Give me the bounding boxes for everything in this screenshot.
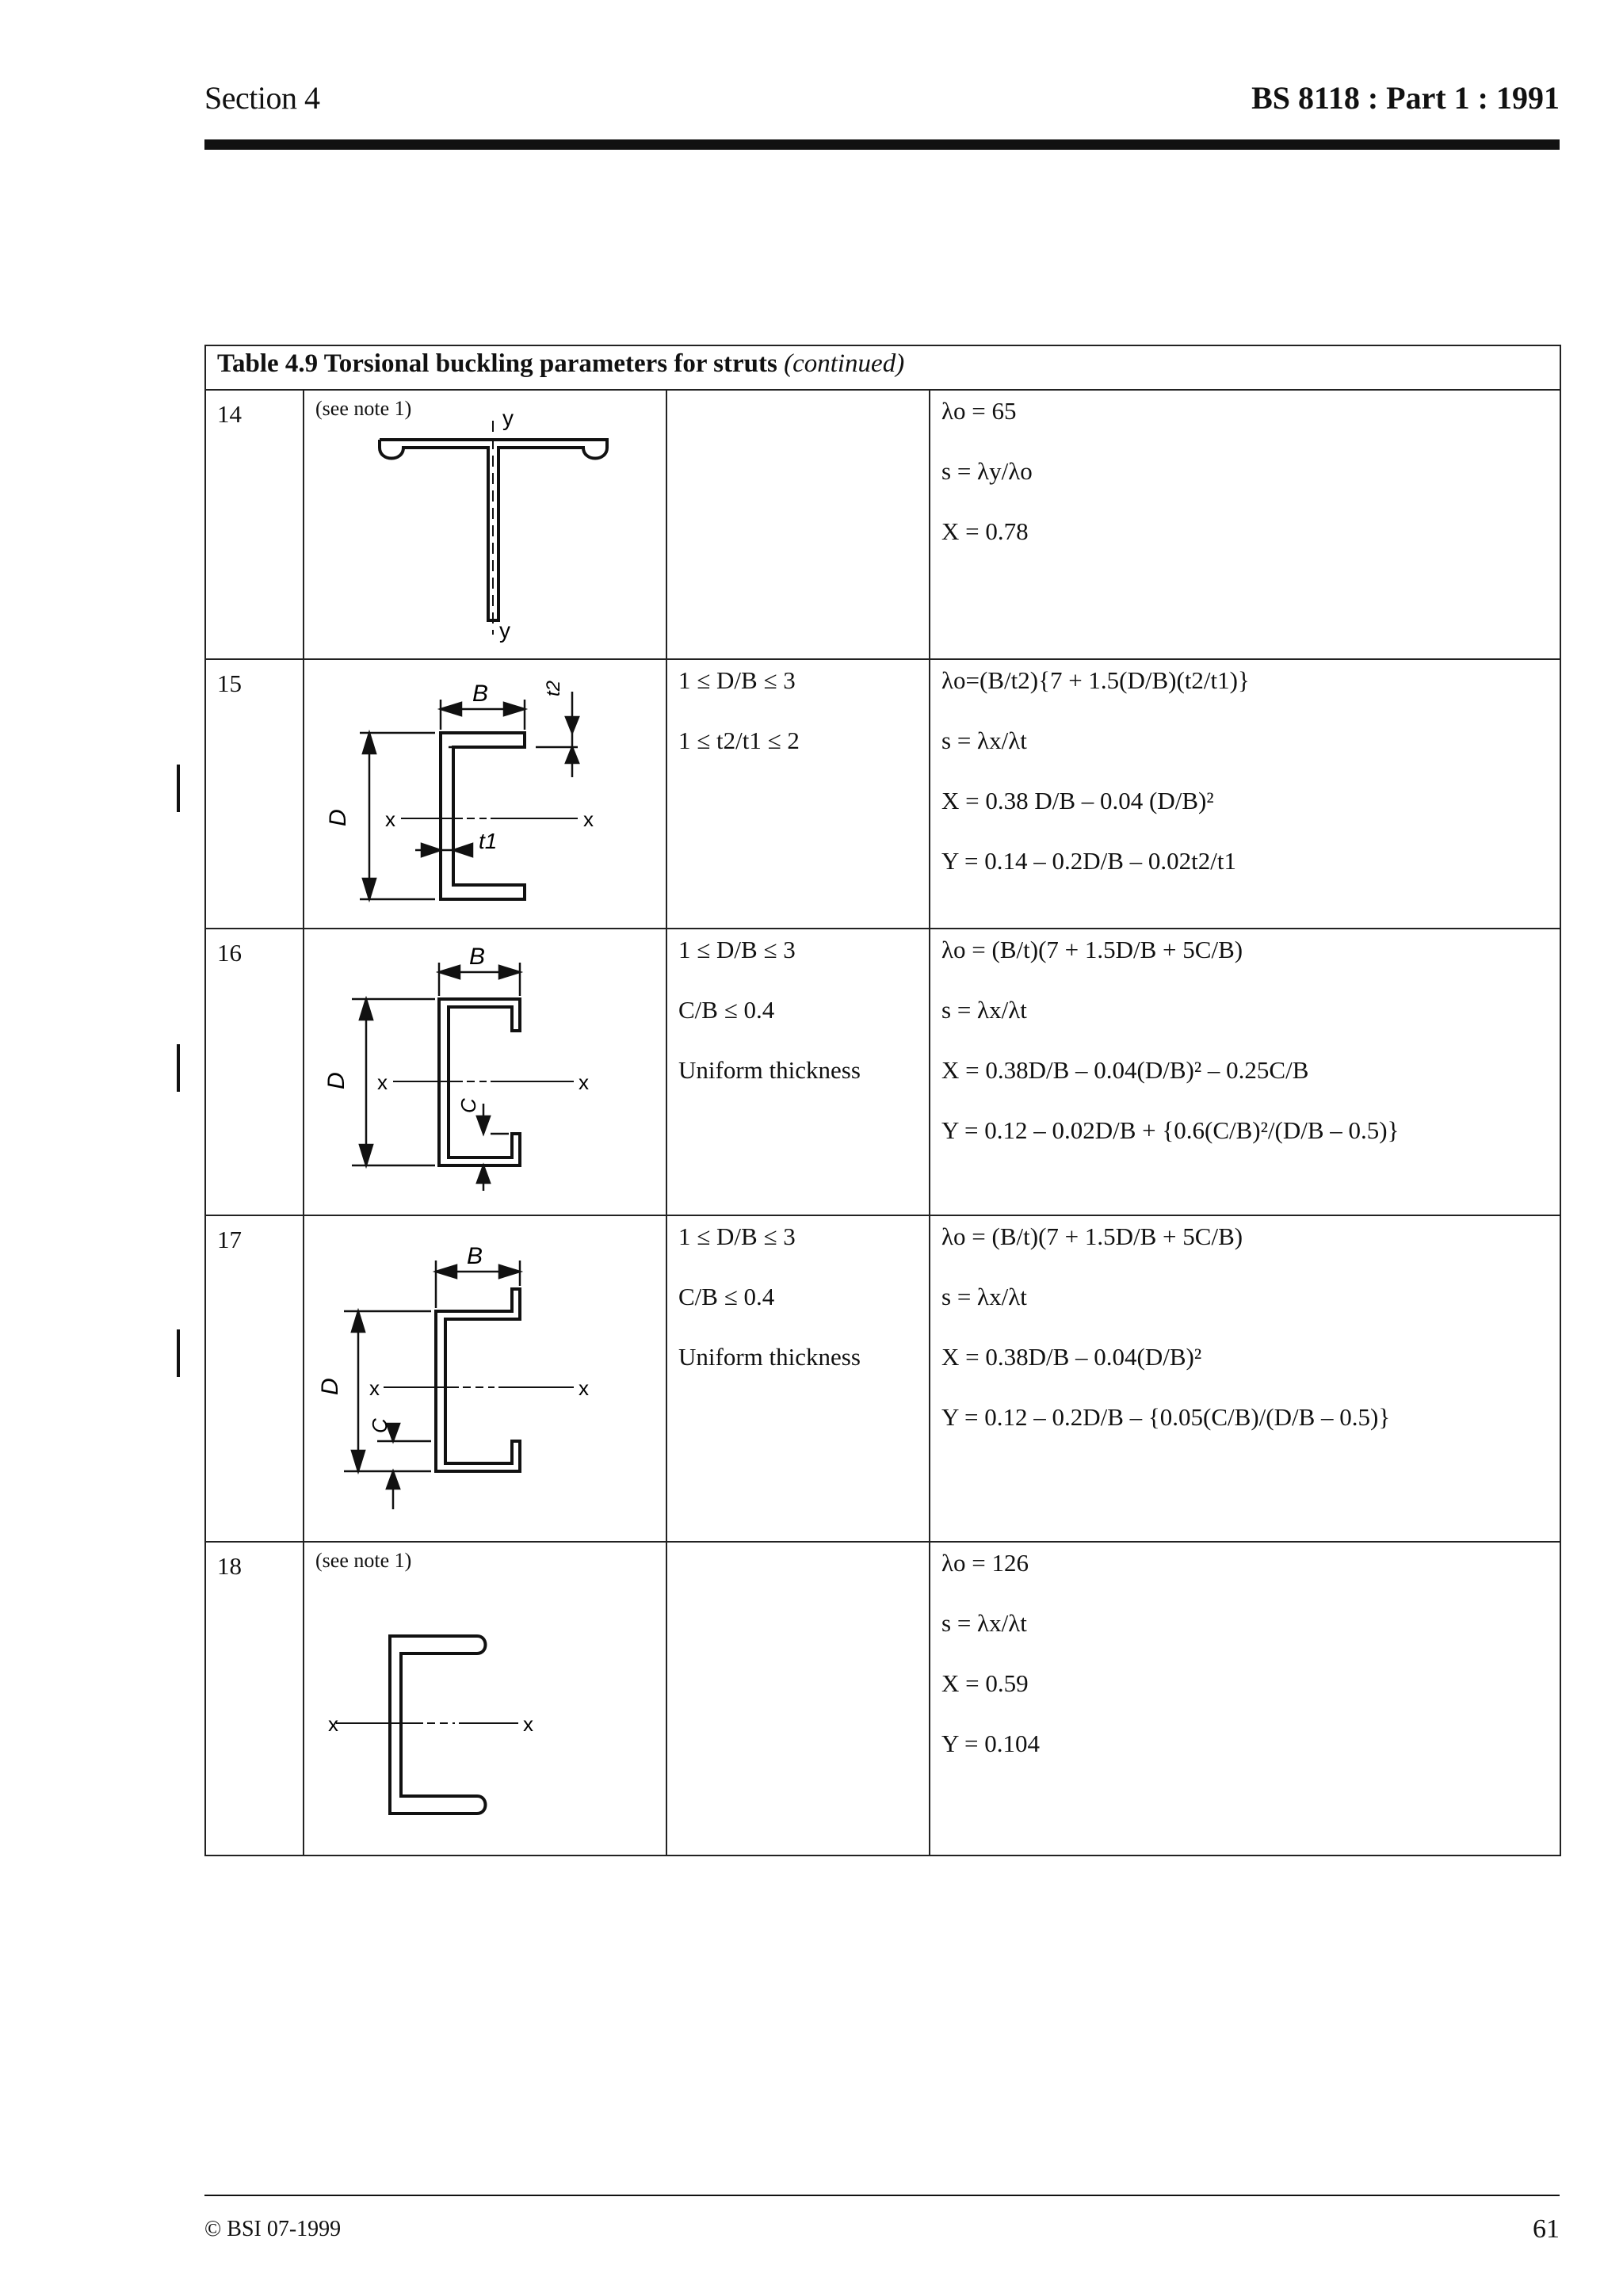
condition-line: 1 ≤ t2/t1 ≤ 2 xyxy=(678,727,800,754)
param-line: X = 0.38D/B – 0.04(D/B)² xyxy=(941,1343,1202,1371)
footer-rule xyxy=(204,2195,1560,2196)
conditions-cell xyxy=(666,1542,930,1855)
t2-label: t2 xyxy=(543,680,564,696)
section-figure-channel-unequal xyxy=(304,659,666,929)
param-line: X = 0.78 xyxy=(941,517,1029,545)
conditions-cell xyxy=(666,1215,930,1542)
table-row xyxy=(205,1542,1560,1855)
parameters-cell xyxy=(930,1215,1560,1542)
y-axis-label: y xyxy=(502,406,514,430)
condition-line: C/B ≤ 0.4 xyxy=(678,996,775,1024)
param-line: Y = 0.12 – 0.02D/B + {0.6(C/B)²/(D/B – 0.5)} xyxy=(941,1116,1400,1144)
section-label: Section 4 xyxy=(204,80,320,116)
row-number: 17 xyxy=(205,1215,304,1542)
table-title-text: Table 4.9 Torsional buckling parameters for struts xyxy=(217,349,777,378)
row-number: 14 xyxy=(205,390,304,659)
table-title xyxy=(205,345,1560,390)
revision-bar xyxy=(177,765,180,812)
page-number: 61 xyxy=(1533,2214,1560,2244)
figure-note: (see note 1) xyxy=(315,397,412,420)
param-line: X = 0.38D/B – 0.04(D/B)² – 0.25C/B xyxy=(941,1056,1309,1084)
tee-section-drawing xyxy=(304,391,667,660)
condition-line: 1 ≤ D/B ≤ 3 xyxy=(678,1222,796,1250)
parameters-cell xyxy=(930,1542,1560,1855)
table-row xyxy=(205,390,1560,659)
param-line: λo = (B/t)(7 + 1.5D/B + 5C/B) xyxy=(941,1222,1243,1250)
condition-line: 1 ≤ D/B ≤ 3 xyxy=(678,936,796,963)
copyright: © BSI 07-1999 xyxy=(204,2217,342,2241)
param-line: λo = 126 xyxy=(941,1549,1029,1577)
table-row xyxy=(205,929,1560,1215)
row-number: 16 xyxy=(205,929,304,1215)
x-axis-label: x xyxy=(583,807,594,831)
param-line: Y = 0.14 – 0.2D/B – 0.02t2/t1 xyxy=(941,847,1236,875)
param-line: λo = (B/t)(7 + 1.5D/B + 5C/B) xyxy=(941,936,1243,963)
lipped-channel-drawing xyxy=(304,929,667,1216)
width-label: B xyxy=(469,944,486,970)
param-line: s = λx/λt xyxy=(941,1609,1027,1637)
condition-line: Uniform thickness xyxy=(678,1343,861,1371)
table-row xyxy=(205,1215,1560,1542)
table-row xyxy=(205,659,1560,929)
param-line: λo = 65 xyxy=(941,397,1017,425)
param-line: s = λx/λt xyxy=(941,1283,1027,1310)
param-line: X = 0.38 D/B – 0.04 (D/B)² xyxy=(941,787,1214,814)
condition-line: Uniform thickness xyxy=(678,1056,861,1084)
width-label: B xyxy=(467,1243,483,1269)
channel-section-drawing xyxy=(304,660,667,929)
x-axis-label: x xyxy=(579,1070,589,1094)
depth-label: D xyxy=(323,1072,349,1089)
param-line: s = λy/λo xyxy=(941,457,1033,485)
param-line: λo=(B/t2){7 + 1.5(D/B)(t2/t1)} xyxy=(941,666,1250,694)
x-axis-label: x xyxy=(579,1376,589,1400)
x-axis-label: x xyxy=(377,1070,388,1094)
param-line: s = λx/λt xyxy=(941,727,1027,754)
depth-label: D xyxy=(325,809,351,826)
section-figure-lipped-channel-out xyxy=(304,1215,666,1542)
t1-label: t1 xyxy=(479,829,498,853)
x-axis-label: x xyxy=(385,807,395,831)
width-label: B xyxy=(472,681,489,707)
header-rule xyxy=(204,139,1560,150)
lip-label: C xyxy=(368,1418,391,1433)
parameters-cell xyxy=(930,929,1560,1215)
conditions-cell xyxy=(666,929,930,1215)
torsional-buckling-table xyxy=(204,345,1561,1856)
lip-label: C xyxy=(456,1098,480,1113)
param-line: Y = 0.12 – 0.2D/B – {0.05(C/B)/(D/B – 0.5)} xyxy=(941,1403,1391,1431)
x-axis-label: x xyxy=(369,1376,380,1400)
row-number: 15 xyxy=(205,659,304,929)
lipped-channel-out-drawing xyxy=(304,1216,667,1543)
revision-bar xyxy=(177,1329,180,1377)
bulb-channel-drawing xyxy=(304,1543,667,1856)
param-line: s = λx/λt xyxy=(941,996,1027,1024)
depth-label: D xyxy=(317,1378,343,1395)
parameters-cell xyxy=(930,659,1560,929)
table-title-suffix: (continued) xyxy=(784,349,905,378)
revision-bar xyxy=(177,1044,180,1092)
figure-note: (see note 1) xyxy=(315,1549,412,1572)
condition-line: 1 ≤ D/B ≤ 3 xyxy=(678,666,796,694)
y-axis-label: y xyxy=(499,618,510,643)
param-line: X = 0.59 xyxy=(941,1669,1029,1697)
parameters-cell xyxy=(930,390,1560,659)
section-figure-lipped-channel-in xyxy=(304,929,666,1215)
section-figure-bulb-channel xyxy=(304,1542,666,1855)
standard-title: BS 8118 : Part 1 : 1991 xyxy=(1251,80,1560,116)
param-line: Y = 0.104 xyxy=(941,1730,1040,1757)
row-number: 18 xyxy=(205,1542,304,1855)
condition-line: C/B ≤ 0.4 xyxy=(678,1283,775,1310)
x-axis-label: x xyxy=(328,1712,338,1736)
conditions-cell xyxy=(666,659,930,929)
conditions-cell xyxy=(666,390,930,659)
x-axis-label: x xyxy=(523,1712,533,1736)
section-figure-tee xyxy=(304,390,666,659)
